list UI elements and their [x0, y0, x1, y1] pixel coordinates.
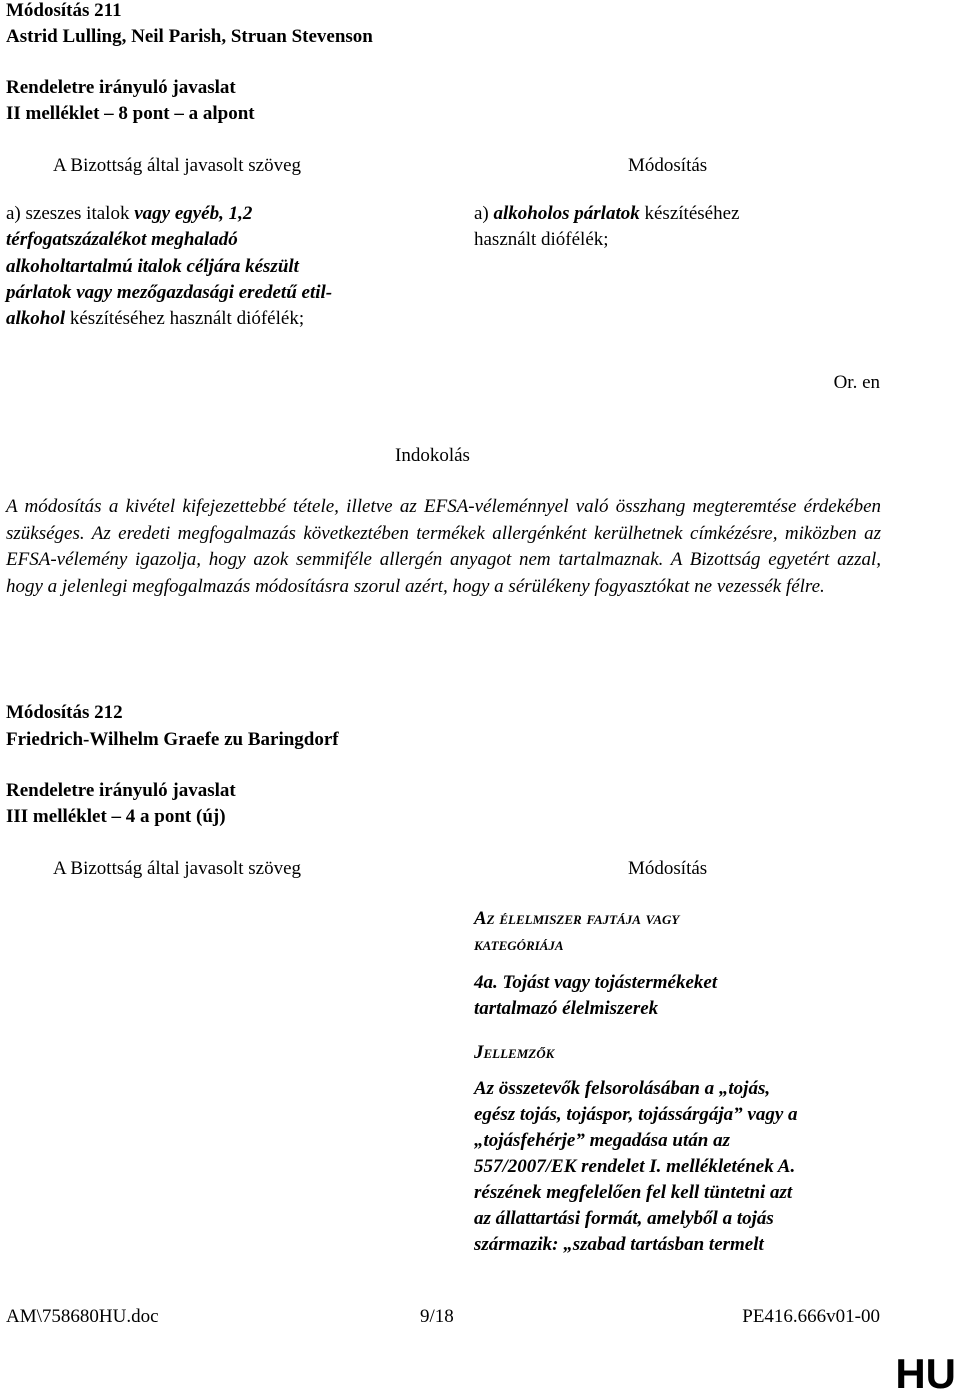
footer-language-code: HU	[895, 1350, 956, 1397]
justification-text: A módosítás a kivétel kifejezettebbé tétele, illetve az EFSA-véleménnyel való összhang megteremtése érdekében szükséges. Az eredeti megfogalmazás következtében termékek allergénként kerülhetnek címkézésre, miközben az EFSA-vélemény igazolja, hogy azok semmiféle allergén anyagot nem tartalmaznak. A Bizottság egyetért azzal, hogy a jelenlegi megfogalmazás módosításra szorul azért, hogy a sérülékeny fogyasztókat ne vezessék félre.	[6, 496, 881, 597]
features-text-line-2: egész tojás, tojáspor, tojássárgája” vagy a	[474, 1104, 798, 1125]
amendment-211-right-line-2: használt diófélék;	[474, 229, 609, 250]
item-4a-line-2: tartalmazó élelmiszerek	[474, 998, 659, 1019]
features-text-line-1: Az összetevők felsorolásában a „tojás,	[474, 1078, 771, 1099]
amendment-211-left-line-2: térfogatszázalékot meghaladó	[6, 229, 238, 250]
amendment-211-heading: Módosítás 211	[6, 0, 122, 21]
amendment-211-left-line-3: alkoholtartalmú italok céljára készült	[6, 256, 299, 277]
footer-pe-ref: PE416.666v01-00	[742, 1306, 880, 1327]
features-label: Jellemzők	[474, 1042, 555, 1063]
amendment-212-authors: Friedrich-Wilhelm Graefe zu Baringdorf	[6, 729, 339, 750]
justification-title: Indokolás	[395, 445, 470, 466]
amendment-211-right-line-1: a) alkoholos párlatok készítéséhez	[474, 203, 740, 224]
amendment-212-proposal: Rendeletre irányuló javaslat	[6, 780, 236, 801]
footer-doc-ref: AM\758680HU.doc	[6, 1306, 159, 1327]
amendment-211-left-line-4: párlatok vagy mezőgazdasági eredetű etil-	[6, 282, 333, 303]
food-category-label-line-2: kategóriája	[474, 934, 564, 955]
features-text-line-7: származik: „szabad tartásban termelt	[474, 1234, 764, 1255]
footer-page-number: 9/18	[420, 1306, 454, 1327]
amendment-212-reference: III melléklet – 4 a pont (új)	[6, 806, 226, 827]
amendment-211-right-column-header: Módosítás	[628, 155, 708, 176]
original-language: Or. en	[833, 372, 880, 393]
food-category-label-line-1: Az élelmiszer fajtája vagy	[474, 908, 680, 929]
features-text-line-3: „tojásfehérje” megadása után az	[474, 1130, 730, 1151]
amendment-211-left-column-header: A Bizottság által javasolt szöveg	[53, 155, 302, 176]
amendment-212-heading: Módosítás 212	[6, 702, 123, 723]
features-text-line-4: 557/2007/EK rendelet I. mellékletének A.	[474, 1156, 796, 1177]
amendment-212-left-column-header: A Bizottság által javasolt szöveg	[53, 858, 302, 879]
features-text-line-5: részének megfelelően fel kell tüntetni azt	[474, 1182, 793, 1203]
item-4a-line-1: 4a. Tojást vagy tojástermékeket	[474, 972, 718, 993]
amendment-211-left-line-5: alkohol készítéséhez használt diófélék;	[6, 308, 305, 329]
amendment-211-left-line-1: a) szeszes italok vagy egyéb, 1,2	[6, 203, 253, 224]
amendment-211-proposal: Rendeletre irányuló javaslat	[6, 77, 236, 98]
amendment-211-authors: Astrid Lulling, Neil Parish, Struan Stevenson	[6, 26, 373, 47]
features-text-line-6: az állattartási formát, amelyből a tojás	[474, 1208, 774, 1229]
amendment-212-right-column-header: Módosítás	[628, 858, 708, 879]
amendment-211-reference: II melléklet – 8 pont – a alpont	[6, 103, 255, 124]
